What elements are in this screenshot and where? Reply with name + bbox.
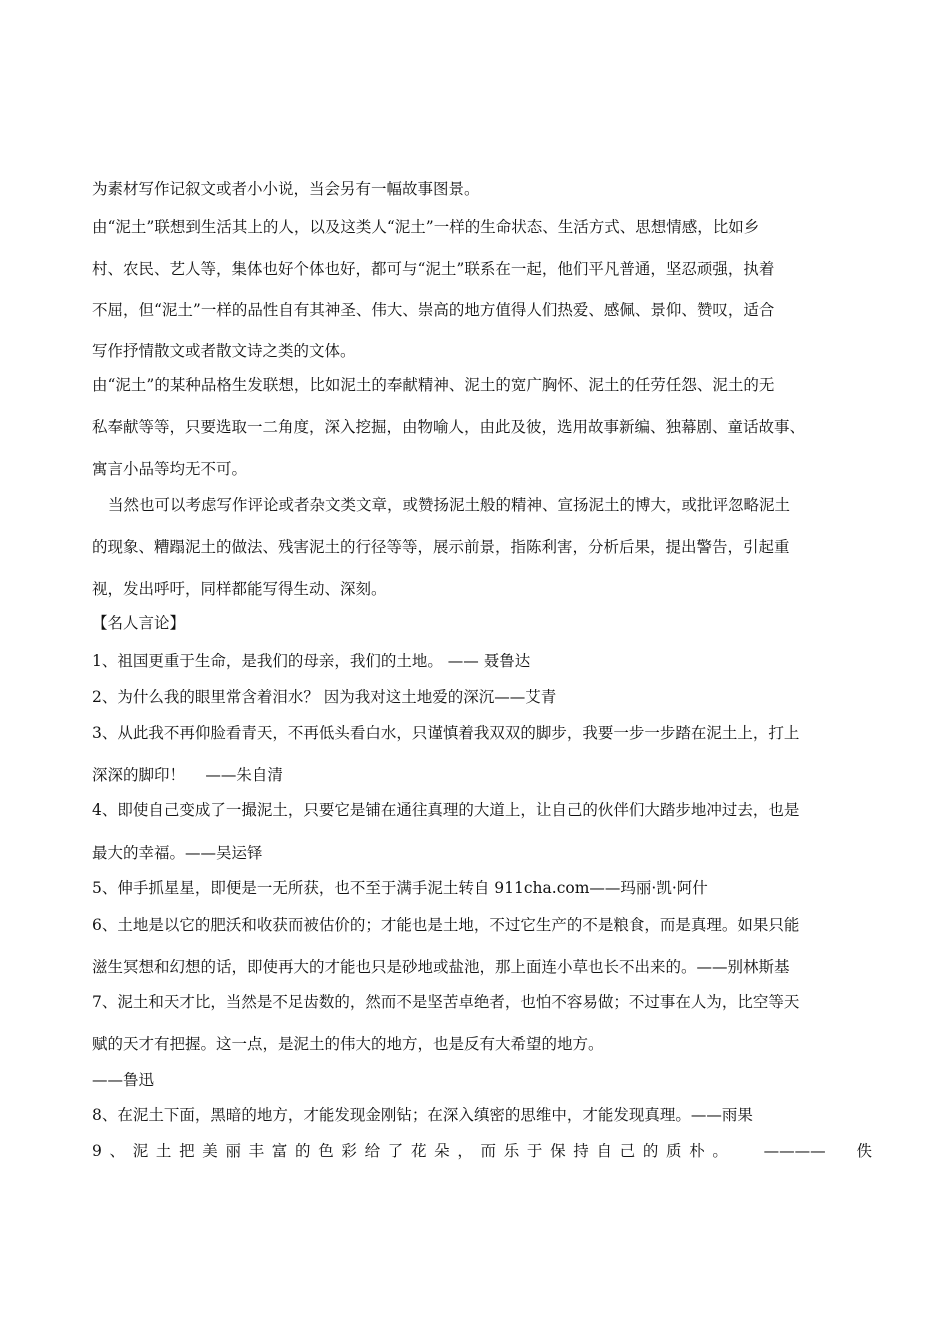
quote-item: 深深的脚印！ ——朱自清 (92, 766, 283, 784)
quote-item: 7、泥土和天才比，当然是不足齿数的，然而不是坚苦卓绝者，也怕不容易做；不过事在人为，比空等天 (92, 993, 800, 1011)
quote-item: 最大的幸福。——吴运铎 (92, 844, 263, 862)
quote-item: ——鲁迅 (92, 1071, 155, 1089)
paragraph-line: 视，发出呼吁，同样都能写得生动、深刻。 (92, 580, 387, 598)
paragraph-line: 不屈，但“泥土”一样的品性自有其神圣、伟大、崇高的地方值得人们热爱、感佩、景仰、赞叹，适合 (92, 301, 775, 319)
quote-item: 8、在泥土下面，黑暗的地方，才能发现金刚钻；在深入缜密的思维中，才能发现真理。——雨果 (92, 1106, 753, 1124)
paragraph-line: 为素材写作记叙文或者小小说，当会另有一幅故事图景。 (92, 180, 480, 198)
paragraph-line: 由“泥土”联想到生活其上的人，以及这类人“泥土”一样的生命状态、生活方式、思想情感，比如乡 (92, 218, 760, 236)
quote-item: 滋生冥想和幻想的话，即使再大的才能也只是砂地或盐池，那上面连小草也长不出来的。——别林斯基 (92, 958, 790, 976)
paragraph-line: 的现象、糟蹋泥土的做法、残害泥土的行径等等，展示前景，指陈利害，分析后果，提出警告，引起重 (92, 538, 790, 556)
quote-item: 5、伸手抓星星，即便是一无所获，也不至于满手泥土转自 911cha.com——玛丽·凯·阿什 (92, 879, 708, 897)
quote-item: 赋的天才有把握。这一点，是泥土的伟大的地方，也是反有大希望的地方。 (92, 1035, 604, 1053)
quote-item: 6、土地是以它的肥沃和收获而被估价的；才能也是土地，不过它生产的不是粮食，而是真理。如果只能 (92, 916, 800, 934)
paragraph-line: 村、农民、艺人等，集体也好个体也好，都可与“泥土”联系在一起，他们平凡普通，坚忍顽强，执着 (92, 260, 775, 278)
paragraph-line: 寓言小品等均无不可。 (92, 460, 248, 478)
paragraph-line: 私奉献等等，只要选取一二角度，深入挖掘，由物喻人，由此及彼，选用故事新编、独幕剧、童话故事、 (92, 418, 806, 436)
quote-item: 4、即使自己变成了一撮泥土，只要它是铺在通往真理的大道上，让自己的伙伴们大踏步地冲过去，也是 (92, 801, 800, 819)
section-heading: 【名人言论】 (92, 614, 186, 632)
quote-item: 2、为什么我的眼里常含着泪水？ 因为我对这土地爱的深沉——艾青 (92, 688, 557, 706)
quote-item: 1、祖国更重于生命，是我们的母亲，我们的土地。 —— 聂鲁达 (92, 652, 531, 670)
quote-item: 9、泥土把美丽丰富的色彩给了花朵，而乐于保持自己的质朴。 ———— 佚 (92, 1142, 872, 1160)
quote-item: 3、从此我不再仰脸看青天，不再低头看白水，只谨慎着我双双的脚步，我要一步一步踏在泥土上，打上 (92, 724, 800, 742)
paragraph-line: 写作抒情散文或者散文诗之类的文体。 (92, 342, 356, 360)
paragraph-line: 由“泥土”的某种品格生发联想，比如泥土的奉献精神、泥土的宽广胸怀、泥土的任劳任怨、泥土的无 (92, 376, 775, 394)
paragraph-line: 当然也可以考虑写作评论或者杂文类文章，或赞扬泥土般的精神、宣扬泥土的博大，或批评忽略泥土 (108, 496, 791, 514)
